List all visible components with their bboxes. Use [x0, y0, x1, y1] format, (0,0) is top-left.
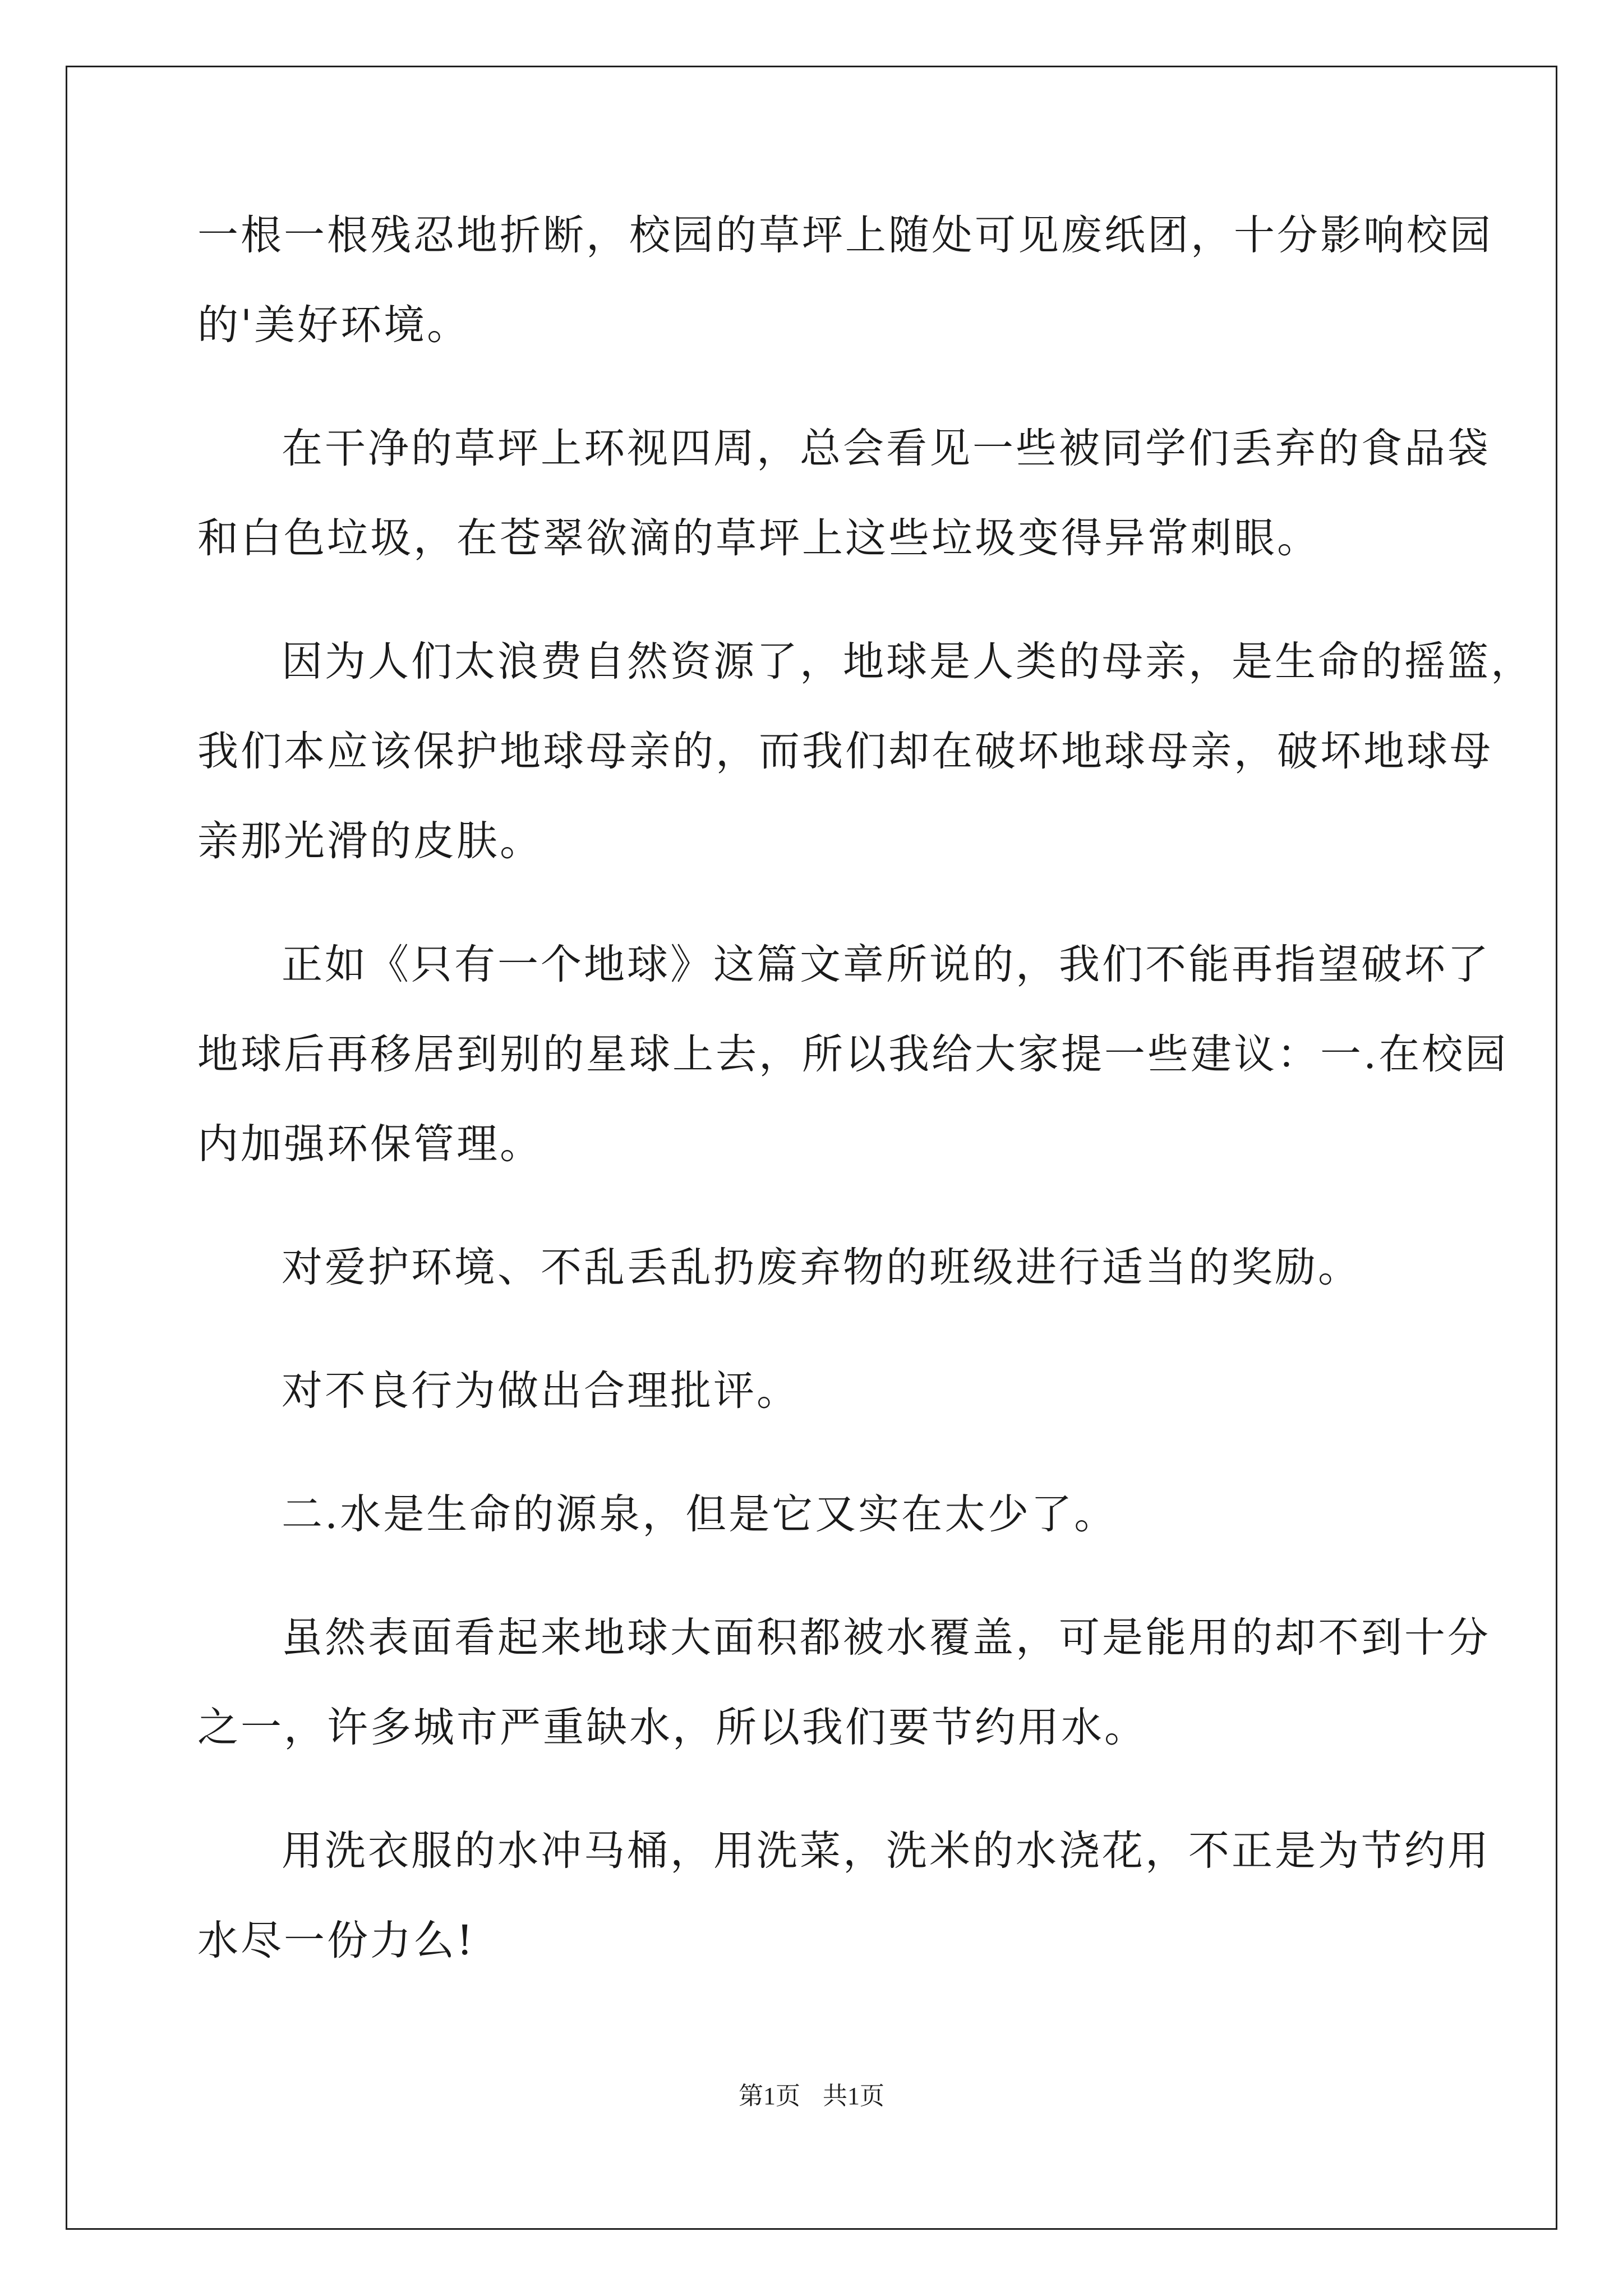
paragraph-start-line: 因为人们太浪费自然资源了，地球是人类的母亲，是生命的摇篮， [282, 638, 1534, 685]
page-footer [0, 2076, 1623, 2111]
text-line-17: 水尽一份力么! [197, 1917, 476, 1964]
text-line-7: 亲那光滑的皮肤。 [197, 817, 543, 865]
text-line-4: 和白色垃圾，在苍翠欲滴的草坪上这些垃圾变得异常刺眼。 [197, 514, 1320, 562]
paragraph-start-line: 用洗衣服的水冲马桶，用洗菜，洗米的水浇花，不正是为节约用 [282, 1827, 1491, 1875]
text-line-6: 我们本应该保护地球母亲的，而我们却在破坏地球母亲，破坏地球母 [197, 728, 1493, 775]
page-number: 第1页 [739, 2082, 800, 2110]
text-line-1: 一根一根残忍地折断，校园的草坪上随处可见废纸团，十分影响校园 [197, 211, 1493, 259]
paragraph-start-line: 虽然表面看起来地球大面积都被水覆盖，可是能用的却不到十分 [282, 1614, 1491, 1662]
paragraph-start-line: 对不良行为做出合理批评。 [282, 1367, 800, 1415]
paragraph-start-line: 对爱护环境、不乱丢乱扔废弃物的班级进行适当的奖励。 [282, 1244, 1361, 1291]
text-line-10: 内加强环保管理。 [197, 1120, 543, 1168]
text-line-2: 的'美好环境。 [197, 301, 471, 349]
page-total: 共1页 [823, 2082, 884, 2110]
paragraph-start-line: 在干净的草坪上环视四周，总会看见一些被同学们丢弃的食品袋 [282, 425, 1491, 472]
text-line-9: 地球后再移居到别的星球上去，所以我给大家提一些建议：一.在校园 [197, 1030, 1509, 1078]
paragraph-start-line: 正如《只有一个地球》这篇文章所说的，我们不能再指望破坏了 [282, 941, 1491, 988]
text-line-15: 之一，许多城市严重缺水，所以我们要节约用水。 [197, 1704, 1147, 1751]
paragraph-start-line: 二.水是生命的源泉，但是它又实在太少了。 [282, 1490, 1118, 1538]
